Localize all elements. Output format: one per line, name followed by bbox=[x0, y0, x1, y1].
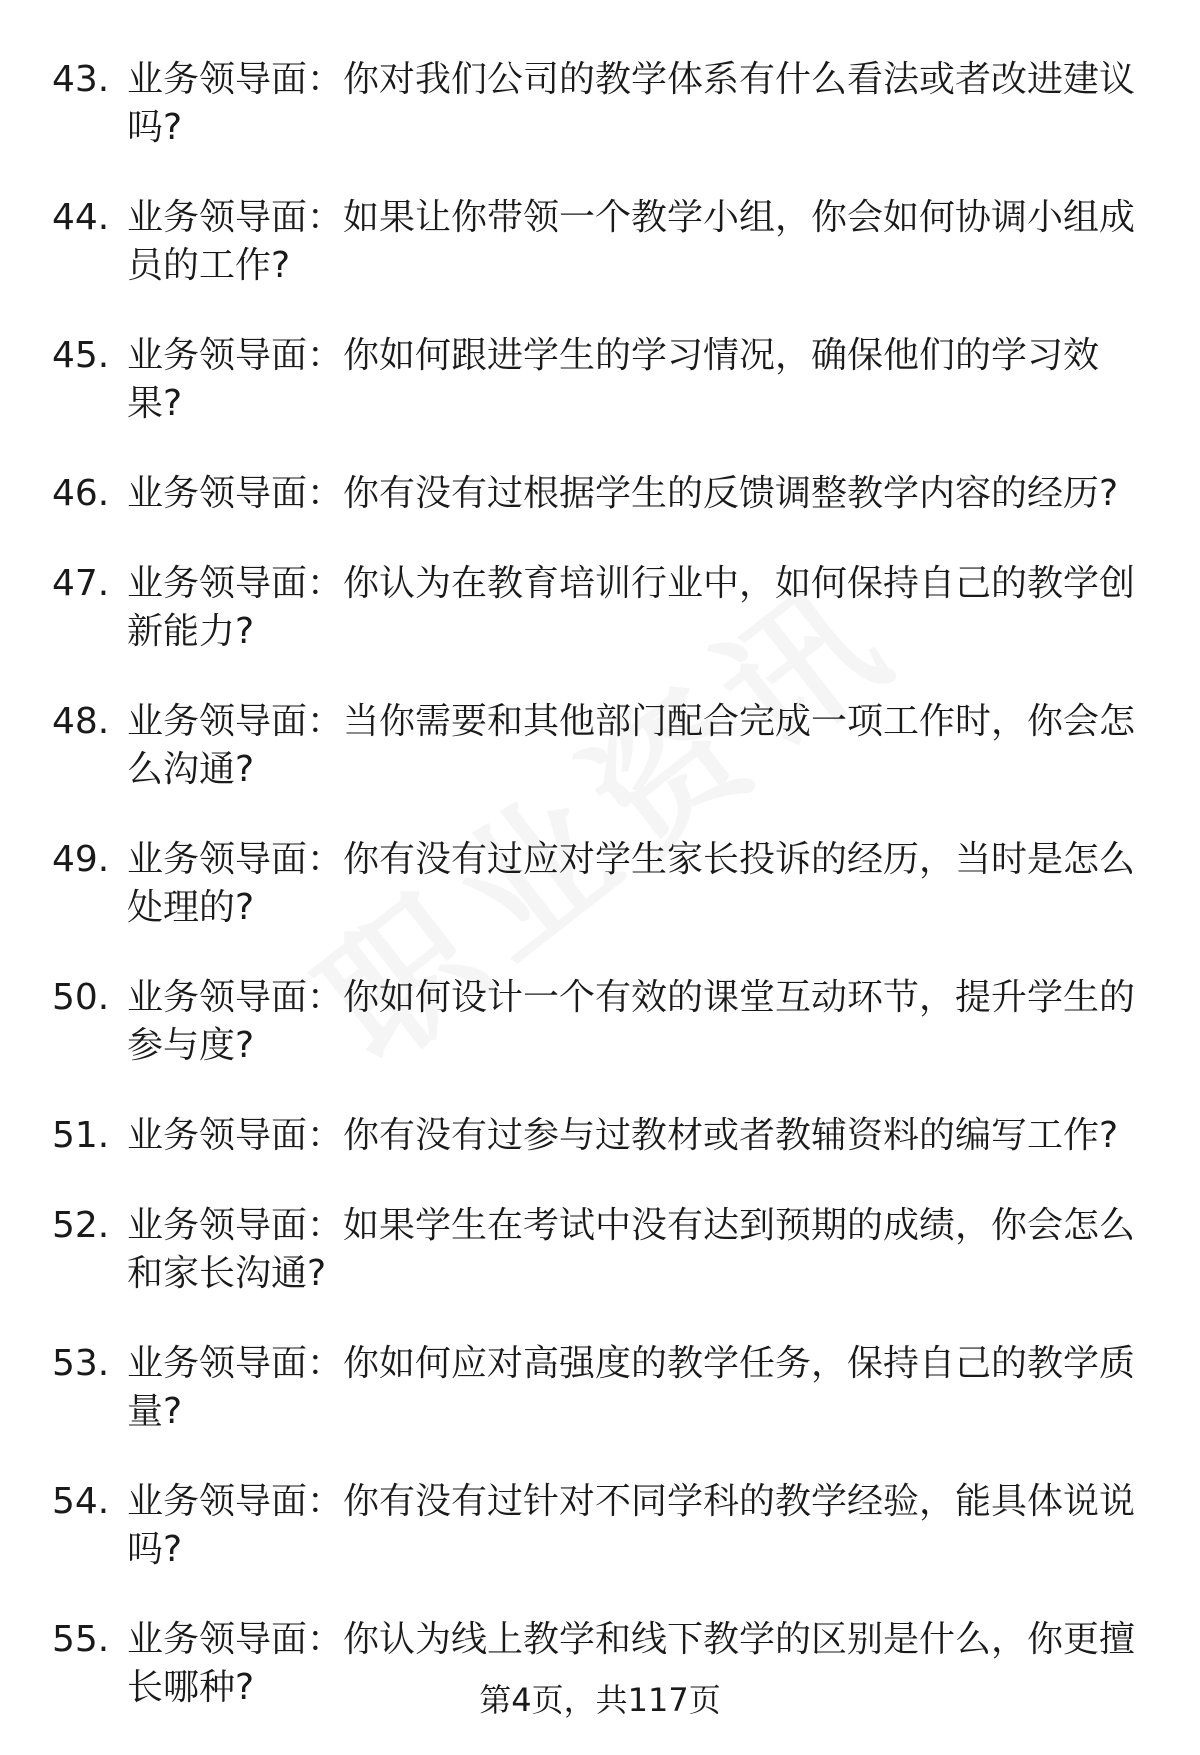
item-number: 50. bbox=[52, 977, 110, 1018]
item-number: 49. bbox=[52, 839, 110, 880]
item-text: 业务领导面：你有没有过应对学生家长投诉的经历，当时是怎么处理的? bbox=[127, 839, 1136, 928]
list-item bbox=[52, 332, 1152, 428]
page-footer: 第4页，共117页 bbox=[479, 1681, 721, 1719]
list-item bbox=[52, 1202, 1152, 1298]
item-text: 业务领导面：你有没有过根据学生的反馈调整教学内容的经历? bbox=[127, 473, 1119, 514]
item-number: 54. bbox=[52, 1481, 110, 1522]
item-text: 业务领导面：你有没有过参与过教材或者教辅资料的编写工作? bbox=[127, 1115, 1119, 1156]
item-text: 业务领导面：如果让你带领一个教学小组，你会如何协调小组成员的工作? bbox=[127, 197, 1136, 286]
item-text: 业务领导面：你对我们公司的教学体系有什么看法或者改进建议吗? bbox=[127, 59, 1136, 148]
item-text: 业务领导面：你认为在教育培训行业中，如何保持自己的教学创新能力? bbox=[127, 563, 1136, 652]
item-text: 业务领导面：你认为线上教学和线下教学的区别是什么，你更擅长哪种? bbox=[127, 1619, 1136, 1708]
question-list bbox=[52, 56, 1152, 1754]
list-item bbox=[52, 698, 1152, 794]
item-text: 业务领导面：如果学生在考试中没有达到预期的成绩，你会怎么和家长沟通? bbox=[127, 1205, 1136, 1294]
list-item bbox=[52, 560, 1152, 656]
item-text: 业务领导面：你如何跟进学生的学习情况，确保他们的学习效果? bbox=[127, 335, 1100, 424]
list-item bbox=[52, 1112, 1152, 1160]
item-number: 51. bbox=[52, 1115, 110, 1156]
item-number: 45. bbox=[52, 335, 110, 376]
item-number: 55. bbox=[52, 1619, 110, 1660]
list-item bbox=[52, 470, 1152, 518]
list-item bbox=[52, 56, 1152, 152]
list-item bbox=[52, 194, 1152, 290]
item-number: 44. bbox=[52, 197, 110, 238]
item-text: 业务领导面：你有没有过针对不同学科的教学经验，能具体说说吗? bbox=[127, 1481, 1136, 1570]
item-number: 53. bbox=[52, 1343, 110, 1384]
list-item bbox=[52, 836, 1152, 932]
list-item bbox=[52, 1340, 1152, 1436]
item-text: 业务领导面：你如何设计一个有效的课堂互动环节，提升学生的参与度? bbox=[127, 977, 1136, 1066]
list-item bbox=[52, 1478, 1152, 1574]
item-number: 52. bbox=[52, 1205, 110, 1246]
item-number: 47. bbox=[52, 563, 110, 604]
item-number: 43. bbox=[52, 59, 110, 100]
item-number: 46. bbox=[52, 473, 110, 514]
item-text: 业务领导面：当你需要和其他部门配合完成一项工作时，你会怎么沟通? bbox=[127, 701, 1136, 790]
item-number: 48. bbox=[52, 701, 110, 742]
item-text: 业务领导面：你如何应对高强度的教学任务，保持自己的教学质量? bbox=[127, 1343, 1136, 1432]
list-item bbox=[52, 974, 1152, 1070]
